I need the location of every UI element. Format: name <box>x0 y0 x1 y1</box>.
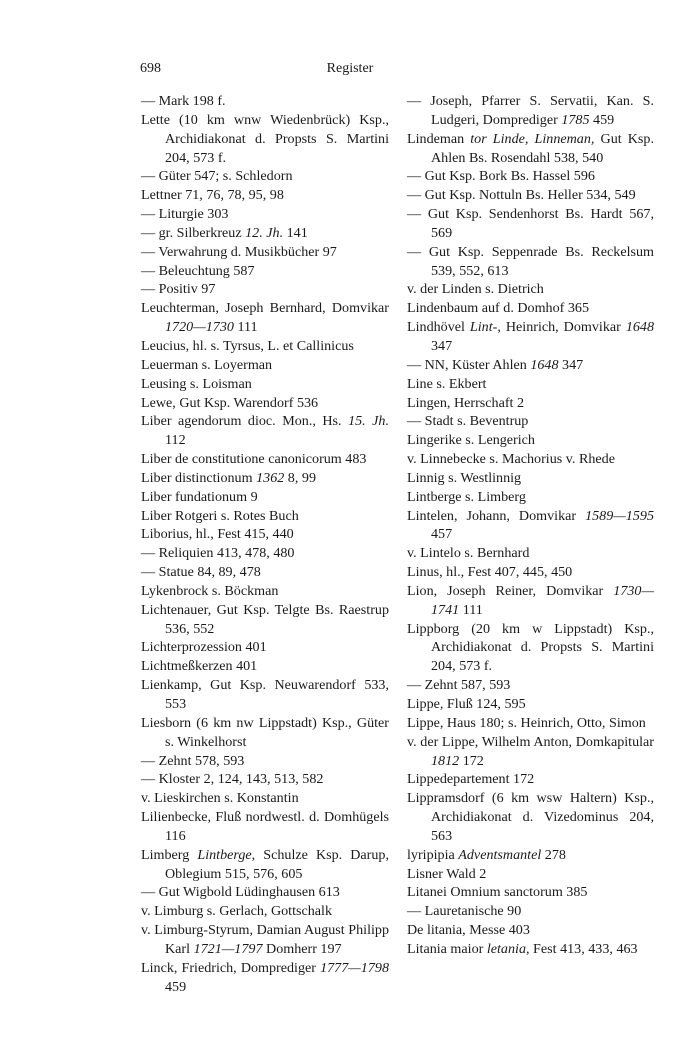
index-entry <box>407 431 654 450</box>
index-entry-text: Lette (10 km wnw Wiedenbrück) Ksp., Archidiakonat d. Propsts S. Martini 204, 573 f. <box>141 111 389 166</box>
index-entry <box>141 563 389 582</box>
index-entry <box>407 582 654 620</box>
index-entry-text: Liborius, hl., Fest 415, 440 <box>141 526 294 543</box>
index-entry-text: , Schulze Ksp. Darup, Oblegium 515, 576, 605 <box>165 846 389 882</box>
index-entry-text: Lykenbrock s. Böckman <box>141 582 279 599</box>
index-entry <box>141 808 389 846</box>
index-entry-text: v. Limburg-Styrum, Damian August Philipp Karl <box>141 922 389 957</box>
index-entry-text: Lindhövel <box>407 319 470 336</box>
index-entry-italic-text: 1721—1797 <box>193 940 263 957</box>
index-entry-italic-text: 1648 <box>530 356 559 373</box>
index-entry-text: Lion, Joseph Reiner, Domvikar <box>407 582 614 599</box>
index-entry-text: v. Lieskirchen s. Konstantin <box>141 790 299 807</box>
index-entry-text: Leuchterman, Joseph Bernhard, Domvikar <box>141 300 389 317</box>
index-entry-text: — Gut Wigbold Lüdinghausen 613 <box>141 884 340 901</box>
index-entry <box>407 186 654 205</box>
index-entry <box>407 714 654 733</box>
index-entry-text: — Gut Ksp. Nottuln Bs. Heller 534, 549 <box>407 187 636 204</box>
index-entry <box>407 299 654 318</box>
index-entry <box>407 375 654 394</box>
index-entry <box>407 130 654 168</box>
index-entry <box>407 167 654 186</box>
index-entry-text: v. Linnebecke s. Machorius v. Rhede <box>407 451 615 468</box>
index-entry-text: — Zehnt 587, 593 <box>407 677 511 694</box>
index-entry-text: — Güter 547; s. Schledorn <box>141 168 293 185</box>
index-entry <box>141 280 389 299</box>
index-entry <box>141 205 389 224</box>
index-entry <box>407 469 654 488</box>
index-entry-text: — gr. Silberkreuz <box>141 224 246 241</box>
index-entry-text: — Mark 198 f. <box>141 93 226 109</box>
index-entry <box>141 224 389 243</box>
index-entry-text: 8, 99 <box>284 469 316 486</box>
index-entry-text: Lintelen, Johann, Domvikar <box>407 507 586 524</box>
index-entry-text: — Verwahrung d. Musikbücher 97 <box>141 243 337 260</box>
index-entry-text: Lippborg (20 km w Lippstadt) Ksp., Archidiakonat d. Propsts S. Martini 204, 573 f. <box>407 620 654 675</box>
index-entry <box>407 865 654 884</box>
index-entry <box>407 205 654 243</box>
index-entry-text: lyripipia <box>407 846 459 863</box>
index-entry <box>141 770 389 789</box>
index-entry <box>141 469 389 488</box>
index-entry <box>407 544 654 563</box>
index-entry <box>407 394 654 413</box>
index-entry <box>407 883 654 902</box>
index-entry-text: Linus, hl., Fest 407, 445, 450 <box>407 564 573 581</box>
index-entry-text: Domherr 197 <box>262 940 342 957</box>
index-entry-text: — NN, Küster Ahlen <box>407 356 531 373</box>
index-entry <box>141 450 389 469</box>
index-entry-text: 278 <box>541 846 566 863</box>
index-entry <box>141 657 389 676</box>
index-entry <box>141 525 389 544</box>
index-entry-text: Liber de constitutione canonicorum 483 <box>141 451 367 468</box>
index-entry <box>141 582 389 601</box>
index-column-right <box>407 92 654 959</box>
index-entry-text: Liesborn (6 km nw Lippstadt) Ksp., Güter s. Winkelhorst <box>141 714 389 750</box>
index-entry-text: 112 <box>165 432 186 449</box>
index-entry <box>407 243 654 281</box>
index-entry <box>141 243 389 262</box>
index-entry-text: 347 <box>558 356 584 373</box>
index-entry <box>141 959 389 997</box>
index-entry <box>141 676 389 714</box>
index-entry <box>407 318 654 356</box>
index-entry <box>141 714 389 752</box>
index-entry-text: Liber distinctionum <box>141 469 257 486</box>
index-entry <box>141 262 389 281</box>
index-entry-italic-text: 1777—1798 <box>320 959 389 976</box>
index-entry-text: Lippe, Fluß 124, 595 <box>407 696 526 712</box>
index-entry-text: Liber agendorum dioc. Mon., Hs. <box>141 413 349 430</box>
index-entry <box>407 280 654 299</box>
index-entry <box>141 601 389 639</box>
index-entry-text: — Kloster 2, 124, 143, 513, 582 <box>141 771 324 788</box>
index-entry-italic-text: 1720—1730 <box>165 319 234 336</box>
index-entry-italic-text: 1648 <box>625 319 654 336</box>
index-entry <box>407 902 654 921</box>
index-entry-text: v. der Lippe, Wilhelm Anton, Domkapitular <box>407 733 654 750</box>
index-entry-text: — Lauretanische 90 <box>407 903 522 920</box>
index-entry-italic-text: Lintberge <box>197 846 252 863</box>
index-entry <box>141 337 389 356</box>
index-entry <box>407 92 654 130</box>
index-entry-text: — Gut Ksp. Sendenhorst Bs. Hardt 567, 569 <box>407 206 654 241</box>
index-entry-text: Liber Rotgeri s. Rotes Buch <box>141 507 299 524</box>
index-entry-text: — Zehnt 578, 593 <box>141 752 245 769</box>
index-entry <box>407 789 654 846</box>
index-entry-text: Liber fundationum 9 <box>141 488 258 505</box>
index-entry-text: De litania, Messe 403 <box>407 922 530 939</box>
index-entry <box>141 412 389 450</box>
index-entry-text: 347 <box>431 337 453 354</box>
index-entry-italic-text: 1730—1741 <box>431 582 654 618</box>
index-column-left <box>141 92 389 997</box>
index-entry-text: Lisner Wald 2 <box>407 865 487 882</box>
index-entry-italic-text: 1589—1595 <box>585 507 654 524</box>
index-entry-text: Litania maior <box>407 940 487 957</box>
index-entry-text: v. Lintelo s. Bernhard <box>407 545 530 562</box>
index-entry <box>407 450 654 469</box>
index-entry <box>141 167 389 186</box>
index-entry-italic-text: 1812 <box>431 752 460 769</box>
index-entry-text: Gut Ksp. Ahlen Bs. Rosendahl 538, 540 <box>431 130 654 166</box>
index-entry-italic-text: Adventsmantel <box>458 846 542 863</box>
index-entry-text: Linnig s. Westlinnig <box>407 469 522 486</box>
index-entry <box>141 902 389 921</box>
index-entry <box>407 412 654 431</box>
index-entry-text: , Fest 413, 433, 463 <box>526 940 638 957</box>
index-entry-text: Lindeman <box>407 130 471 147</box>
index-entry <box>407 846 654 865</box>
index-entry-text: — Gut Ksp. Seppenrade Bs. Reckelsum 539, 552, 613 <box>407 243 654 279</box>
index-entry <box>141 356 389 375</box>
index-entry-text: Lilienbecke, Fluß nordwestl. d. Domhügels 116 <box>141 809 389 844</box>
index-entry-text: Lingerike s. Lengerich <box>407 432 535 449</box>
index-entry-text: Lindenbaum auf d. Domhof 365 <box>407 300 590 317</box>
index-entry-text: Lingen, Herrschaft 2 <box>407 394 525 411</box>
index-entry-italic-text: 1362 <box>256 469 285 486</box>
index-entry-text: 141 <box>283 224 308 241</box>
index-entry-text: 457 <box>431 526 453 543</box>
index-entry-text: Leuerman s. Loyerman <box>141 356 273 373</box>
index-entry-text: v. der Linden s. Dietrich <box>407 281 544 298</box>
index-entry <box>141 507 389 526</box>
index-entry-text: Lichtmeßkerzen 401 <box>141 658 258 675</box>
index-entry <box>141 883 389 902</box>
index-entry <box>141 846 389 884</box>
index-entry <box>141 111 389 168</box>
index-entry <box>407 940 654 959</box>
index-entry-text: — Stadt s. Beventrup <box>407 413 529 430</box>
index-entry-text: Lichterprozession 401 <box>141 639 267 656</box>
index-entry-text: Lippramsdorf (6 km wsw Haltern) Ksp., Archidiakonat d. Vizedominus 204, 563 <box>407 790 654 844</box>
index-entry-text: Lettner 71, 76, 78, 95, 98 <box>141 187 284 204</box>
index-entry <box>141 375 389 394</box>
index-entry-text: v. Limburg s. Gerlach, Gottschalk <box>141 903 333 920</box>
index-entry <box>141 544 389 563</box>
index-entry-text: Lintberge s. Limberg <box>407 488 526 505</box>
index-entry-text: Limberg <box>141 846 198 863</box>
index-entry-text: Lienkamp, Gut Ksp. Neuwarendorf 533, 553 <box>141 677 389 712</box>
index-entry <box>407 356 654 375</box>
index-entry-italic-text: 1785 <box>561 111 590 128</box>
index-entry-text: Lippedepartement 172 <box>407 771 535 788</box>
index-entry-italic-text: tor Linde, Linneman, <box>470 130 595 147</box>
index-entry-text: — Beleuchtung 587 <box>141 262 255 279</box>
index-entry <box>141 186 389 205</box>
index-entry-text: , Heinrich, Domvikar <box>497 319 626 336</box>
index-entry-text: Lewe, Gut Ksp. Warendorf 536 <box>141 394 319 411</box>
index-entry-text: — Positiv 97 <box>141 281 216 298</box>
index-entry-text: Leucius, hl. s. Tyrsus, L. et Callinicus <box>141 337 354 354</box>
index-entry <box>141 488 389 507</box>
index-entry-italic-text: Lint- <box>469 319 498 336</box>
index-entry-text: — Statue 84, 89, 478 <box>141 564 261 581</box>
index-entry-text: 111 <box>233 319 258 336</box>
index-entry <box>141 752 389 771</box>
index-entry <box>407 921 654 940</box>
index-entry <box>141 92 389 111</box>
index-entry-text: Leusing s. Loisman <box>141 375 252 392</box>
index-entry-italic-text: letania <box>486 940 526 957</box>
index-entry <box>407 695 654 714</box>
page-number: 698 <box>140 61 161 76</box>
index-entry-text: Line s. Ekbert <box>407 375 487 392</box>
index-entry <box>407 733 654 771</box>
index-entry <box>407 676 654 695</box>
index-entry <box>141 789 389 808</box>
index-entry <box>141 921 389 959</box>
index-entry-italic-text: 15. Jh. <box>348 413 390 430</box>
index-entry-text: — Gut Ksp. Bork Bs. Hassel 596 <box>407 168 595 185</box>
index-entry-text: — Reliquien 413, 478, 480 <box>141 545 295 562</box>
index-entry <box>141 394 389 413</box>
index-entry <box>407 770 654 789</box>
index-entry-text: 459 <box>589 111 615 128</box>
index-entry <box>141 299 389 337</box>
index-entry-text: Litanei Omnium sanctorum 385 <box>407 884 588 901</box>
index-entry-italic-text: 12. Jh. <box>245 224 284 241</box>
index-entry-text: Lippe, Haus 180; s. Heinrich, Otto, Simon <box>407 714 646 731</box>
index-entry-text: 111 <box>459 601 483 618</box>
index-entry <box>407 563 654 582</box>
index-entry <box>407 620 654 677</box>
index-entry <box>141 638 389 657</box>
index-entry <box>407 507 654 545</box>
index-entry-text: 459 <box>165 978 187 995</box>
index-entry <box>407 488 654 507</box>
index-entry-text: — Liturgie 303 <box>141 206 229 223</box>
index-entry-text: Lichtenauer, Gut Ksp. Telgte Bs. Raestrup 536, 552 <box>141 601 389 637</box>
page-header <box>140 61 560 81</box>
index-entry-text: 172 <box>459 752 484 769</box>
running-head: Register <box>326 61 374 76</box>
index-entry-text: Linck, Friedrich, Domprediger <box>141 959 321 976</box>
index-entry-text: — Joseph, Pfarrer S. Servatii, Kan. S. Ludgeri, Domprediger <box>407 93 654 128</box>
